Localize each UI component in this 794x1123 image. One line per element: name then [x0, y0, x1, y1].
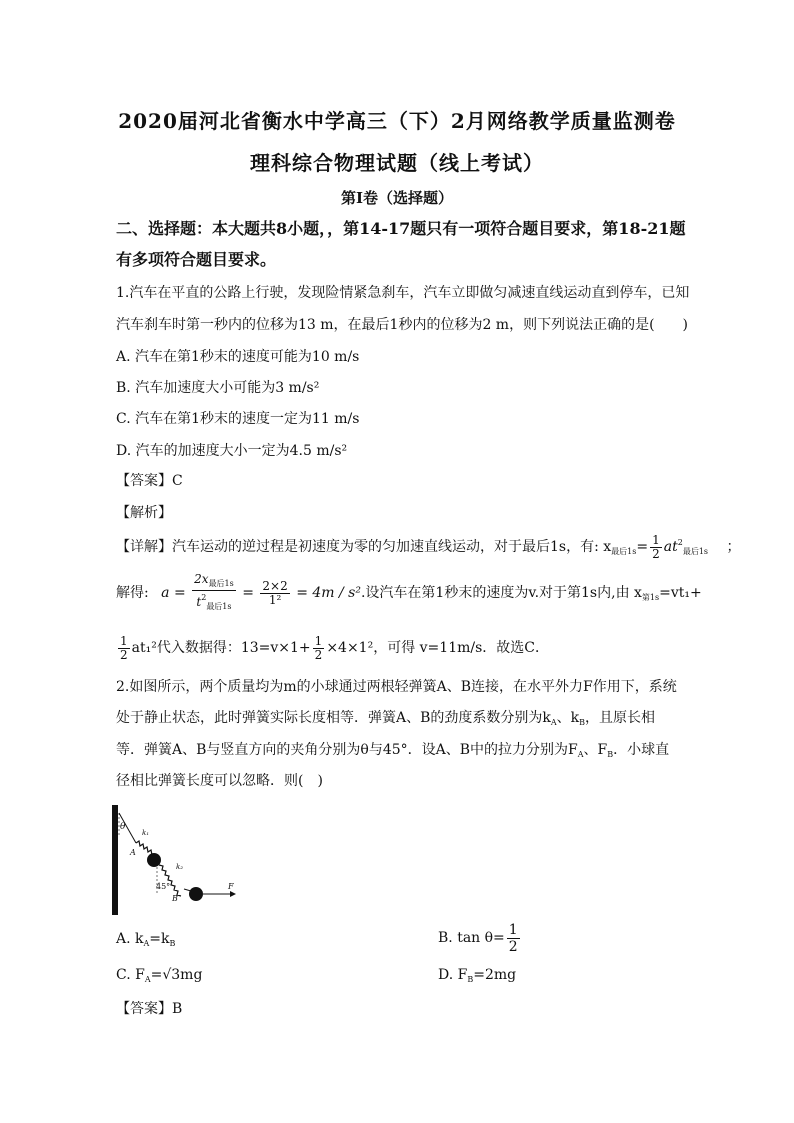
- q1-detail-line: [116, 528, 740, 567]
- first-second-subscript: 第1s: [641, 593, 660, 602]
- q2-option-a: A. $k_A=k_B$: [116, 931, 176, 948]
- half-fraction-2: $\frac{1}{2}$: [120, 633, 128, 662]
- instructions-line-2: 有多项符合题目要求。: [116, 250, 277, 269]
- a-equals: a =: [161, 585, 186, 601]
- vertical-wall: [112, 805, 118, 915]
- solve-label: 解得:: [116, 585, 149, 601]
- value-num: 2×2: [262, 578, 288, 593]
- q2-stem-line-3: 等．弹簧A、B与竖直方向的夹角分别为θ与45°．设A、B中的拉力分别为$F_A$、$F_B$．小球直: [116, 742, 670, 759]
- spring-a-label: A: [130, 848, 136, 857]
- q1-option-a: A. 汽车在第1秒末的速度可能为10 m/s: [116, 349, 360, 365]
- q2-stem-line-2: 处于静止状态，此时弹簧实际长度相等．弹簧A、B的劲度系数分别为$k_A$、$k_B$，且原长相: [116, 710, 656, 727]
- option-b-fraction: $\frac{1}{2}$: [508, 921, 518, 955]
- value-den: 1²: [268, 592, 282, 607]
- angle-label: 45°: [156, 882, 171, 891]
- answer-tag: 【答案】: [116, 473, 172, 489]
- detail-text: 汽车运动的逆过程是初速度为零的匀加速直线运动，对于最后1s，有:: [172, 539, 599, 555]
- q1-result-line: [116, 631, 549, 665]
- equals: =: [636, 539, 649, 555]
- accel-den: $t^2_{最后1s}$: [196, 593, 232, 611]
- spring-a-coils: [136, 841, 152, 855]
- q2-option-b: B. tan θ= $\frac{1}{2}$: [438, 921, 518, 955]
- k2-label: k₂: [176, 863, 184, 871]
- theta-label: θ: [120, 822, 126, 832]
- answer-value-2: B: [172, 1001, 183, 1017]
- q1-analysis-tag: 【解析】: [116, 505, 172, 521]
- page-title: 2020届河北省衡水中学高三（下）2月网络教学质量监测卷: [118, 109, 676, 133]
- at-term: at: [663, 539, 678, 555]
- ball-1: [147, 853, 161, 867]
- x-last-subscript: 最后1s: [611, 547, 637, 556]
- force-label: F: [228, 882, 234, 891]
- half-num: 1: [652, 532, 660, 547]
- instructions-line-1: 二、选择题：本大题共8小题，，第14-17题只有一项符合题目要求，第18-21题: [116, 219, 686, 238]
- answer-tag-2: 【答案】: [116, 1001, 172, 1017]
- page-subtitle: 理科综合物理试题（线上考试）: [250, 151, 544, 175]
- q2-stem-line-1: 2.如图所示，两个质量均为m的小球通过两根轻弹簧A、B连接，在水平外力F作用下，系统: [116, 679, 677, 695]
- q1-option-b: B. 汽车加速度大小可能为3 m/s²: [116, 380, 320, 396]
- accel-num: $2x_{最后1s}$: [192, 573, 236, 591]
- half-fraction: [650, 534, 662, 561]
- line3-mid: at₁²代入数据得：13=v×1+: [131, 640, 311, 656]
- line2-rest: .设汽车在第1秒末的速度为v.对于第1s内,由 x: [360, 585, 642, 601]
- q2-option-c: C. $F_A=√3mg$: [116, 967, 203, 984]
- q1-option-c: C. 汽车在第1秒末的速度一定为11 m/s: [116, 411, 360, 427]
- q2-answer: [116, 998, 182, 1018]
- accel-fraction: [192, 573, 236, 613]
- q1-stem-line-1: 1.汽车在平直的公路上行驶，发现险情紧急刹车，汽车立即做匀减速直线运动直到停车，已知: [116, 285, 690, 301]
- ball-2: [189, 887, 203, 901]
- q1-option-d: D. 汽车的加速度大小一定为4.5 m/s²: [116, 443, 348, 459]
- q1-stem-line-2: 汽车刹车时第一秒内的位移为13 m，在最后1秒内的位移为2 m，则下列说法正确的是( ): [116, 317, 689, 333]
- line2-end: =vt₁+: [659, 585, 702, 601]
- half-fraction-3: $\frac{1}{2}$: [314, 633, 323, 662]
- q2-option-d: D. $F_B=2mg$: [438, 967, 517, 984]
- section-heading: 第Ⅰ卷（选择题）: [340, 189, 454, 207]
- value-fraction: [260, 580, 289, 607]
- detail-tag: 【详解】: [116, 539, 172, 555]
- x-last-symbol: x: [603, 539, 612, 555]
- answer-value: C: [172, 473, 183, 489]
- half-den: 2: [652, 546, 660, 561]
- q2-stem-line-4: 径相比弹簧长度可以忽略．则( ): [116, 773, 323, 789]
- at-subscript: 最后1s: [682, 547, 709, 556]
- line3-end: ×4×1²，可得 v=11m/s．故选C．: [326, 640, 549, 656]
- accel-result: = 4m / s²: [296, 585, 361, 601]
- q1-answer: [116, 470, 183, 490]
- spring-figure: [112, 805, 242, 915]
- q1-solve-line: [116, 573, 702, 616]
- spring-b-label: B: [172, 894, 178, 903]
- force-arrowhead: [230, 891, 236, 897]
- equals-2: =: [242, 585, 254, 601]
- semicolon: ；: [726, 539, 741, 555]
- k1-label: k₁: [142, 829, 150, 837]
- at-square: 2: [677, 538, 683, 547]
